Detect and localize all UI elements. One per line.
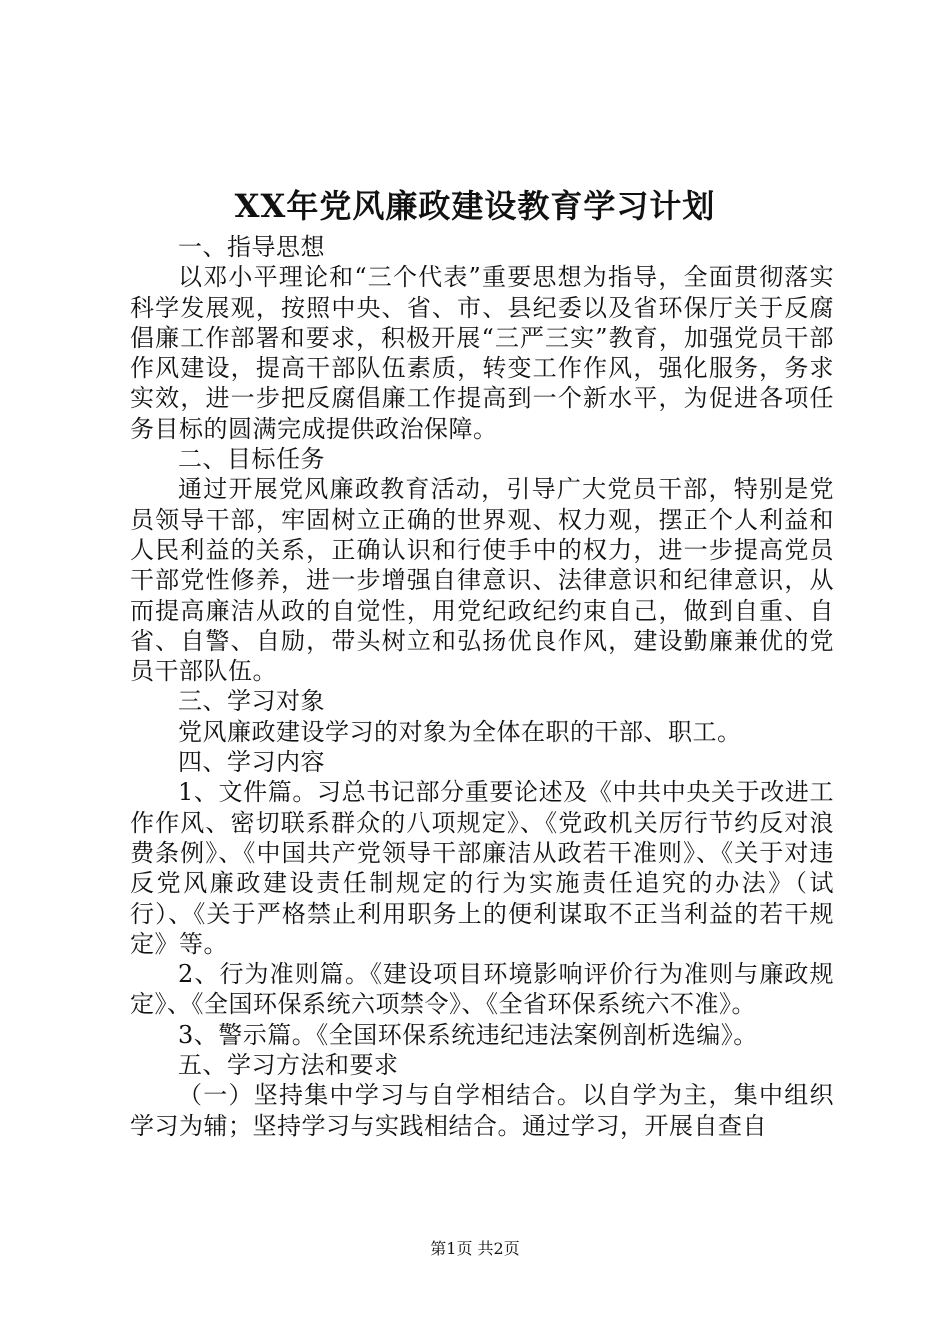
body-paragraph: 3、警示篇。《全国环保系统违纪违法案例剖析选编》。: [178, 1020, 758, 1049]
page-footer: 第1页 共2页: [430, 1239, 520, 1258]
section-heading-guiding-ideology: 一、指导思想: [178, 233, 325, 261]
document-title: XX年党风廉政建设教育学习计划: [234, 187, 716, 225]
body-paragraph: 2、行为准则篇。《建设项目环境影响评价行为准则与廉政规定》、《全国环保系统六项禁令》、《全省环保系统六不准》。: [130, 960, 834, 1019]
section-heading-study-targets: 三、学习对象: [178, 687, 325, 716]
section-heading-methods-requirements: 五、学习方法和要求: [178, 1051, 399, 1080]
body-paragraph: 1、文件篇。习总书记部分重要论述及《中共中央关于改进工作作风、密切联系群众的八项规定》、《党政机关厉行节约反对浪费条例》、《中国共产党领导干部廉洁从政若干准则》、《关于对违反党风廉政建设责任制规定的行为实施责任追究的办法》（试行）、《关于严格禁止利用职务上的便利谋取不正当利益的若干规定》等。: [130, 778, 834, 958]
body-paragraph: 党风廉政建设学习的对象为全体在职的干部、职工。: [178, 717, 742, 746]
document-body: [130, 232, 834, 1141]
section-heading-study-content: 四、学习内容: [178, 748, 325, 777]
section-heading-goals-tasks: 二、目标任务: [178, 445, 325, 474]
body-paragraph: （一）坚持集中学习与自学相结合。以自学为主，集中组织学习为辅；坚持学习与实践相结合。通过学习，开展自查自: [130, 1081, 834, 1140]
body-paragraph: 通过开展党风廉政教育活动，引导广大党员干部，特别是党员领导干部，牢固树立正确的世界观、权力观，摆正个人利益和人民利益的关系，正确认识和行使手中的权力，进一步提高党员干部党性修养，进一步增强自律意识、法律意识和纪律意识，从而提高廉洁从政的自觉性，用党纪政纪约束自己，做到自重、自省、自警、自励，带头树立和弘扬优良作风，建设勤廉兼优的党员干部队伍。: [130, 475, 834, 686]
body-paragraph: 以邓小平理论和“三个代表”重要思想为指导，全面贯彻落实科学发展观，按照中央、省、市、县纪委以及省环保厅关于反腐倡廉工作部署和要求，积极开展“三严三实”教育，加强党员干部作风建设，提高干部队伍素质，转变工作作风，强化服务，务求实效，进一步把反腐倡廉工作提高到一个新水平，为促进各项任务目标的圆满完成提供政治保障。: [130, 263, 834, 443]
